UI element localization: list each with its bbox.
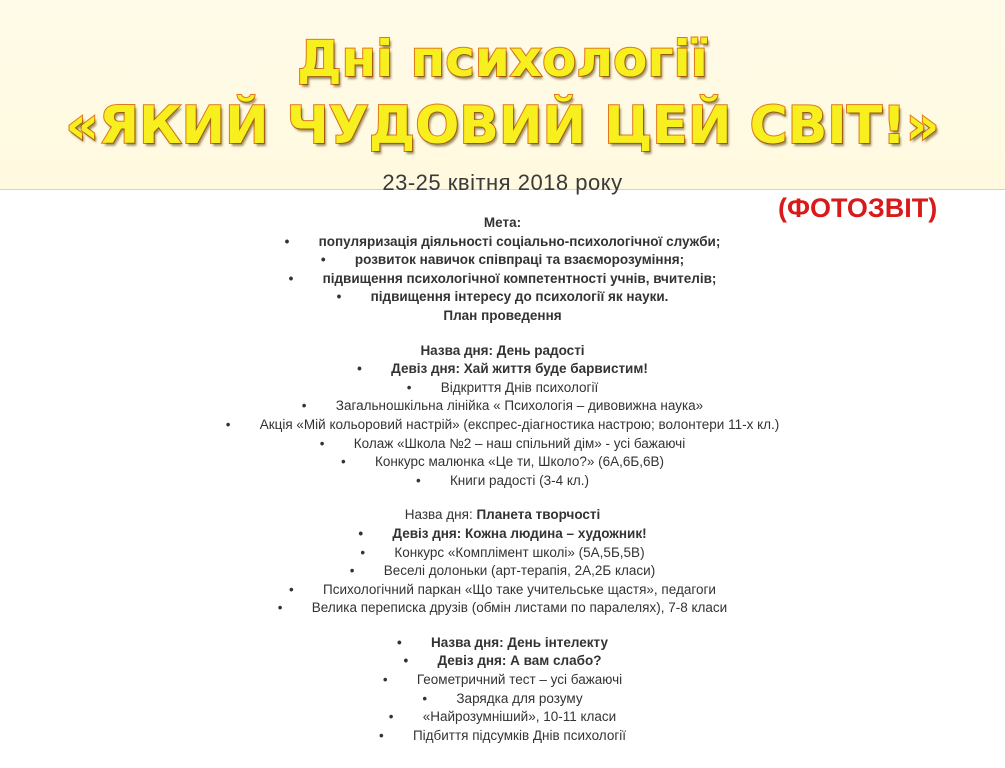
- day3-name: Назва дня: День інтелекту: [431, 634, 608, 650]
- day3-motto: Девіз дня: А вам слабо?: [437, 653, 602, 669]
- bullet-icon: •: [382, 672, 388, 688]
- bullet-icon: •: [301, 398, 307, 414]
- bullet-icon: •: [288, 270, 294, 286]
- bullet-icon: •: [289, 581, 294, 597]
- day3-item: Підбиття підсумків Днів психології: [412, 727, 627, 743]
- day1-item: Колаж «Школа №2 – наш спільний дім» - усі бажаючі: [353, 435, 686, 451]
- day2-name: [0, 506, 1005, 525]
- spacer: [0, 326, 1005, 342]
- list-item: [0, 525, 1005, 544]
- bullet-icon: •: [378, 727, 384, 743]
- day1-item: Конкурс малюнка «Це ти, Школо?» (6А,6Б,6В): [374, 454, 664, 470]
- bullet-icon: •: [277, 600, 283, 616]
- list-item: [0, 270, 1005, 289]
- bullet-icon: •: [388, 709, 394, 725]
- list-item: [0, 453, 1005, 472]
- day1-item: Загальношкільна лінійка « Психологія – дивовижна наука»: [335, 398, 704, 414]
- goal-item: розвиток навичок співпраці та взаєморозуміння;: [354, 252, 685, 268]
- list-item: [0, 472, 1005, 491]
- bullet-icon: •: [225, 416, 231, 432]
- document-body: [0, 214, 1005, 745]
- bullet-icon: •: [403, 653, 409, 669]
- event-dates: 23-25 квітня 2018 року: [382, 170, 623, 195]
- day2-name-prefix: Назва дня:: [404, 507, 477, 523]
- list-item: [0, 288, 1005, 307]
- list-item: [0, 435, 1005, 454]
- goal-item: підвищення психологічної компетентності учнів, вчителів;: [322, 270, 717, 286]
- day1-item: Акція «Мій кольоровий настрій» (експрес-діагностика настрою; волонтери 11-х кл.): [259, 416, 780, 432]
- bullet-icon: •: [360, 544, 366, 560]
- day2-item: Велика переписка друзів (обмін листами по паралелях), 7-8 класи: [311, 600, 728, 616]
- list-item: [0, 251, 1005, 270]
- bullet-icon: •: [320, 252, 326, 268]
- list-item: [0, 690, 1005, 709]
- bullet-icon: •: [422, 690, 428, 706]
- day2-motto: Девіз дня: Кожна людина – художник!: [392, 525, 647, 541]
- list-item: [0, 416, 1005, 435]
- day3-item: «Найрозумніший», 10-11 класи: [422, 709, 617, 725]
- page-subtitle: «ЯКИЙ ЧУДОВИЙ ЦЕЙ СВІТ!»: [65, 96, 940, 156]
- goal-heading: Мета:: [483, 215, 522, 230]
- header-band: [0, 0, 1005, 190]
- plan-heading: План проведення: [443, 307, 562, 323]
- bullet-icon: •: [319, 435, 325, 451]
- day2-item: Веселі долоньки (арт-терапія, 2А,2Б класи): [383, 563, 656, 579]
- page-title: Дні психології: [297, 30, 708, 88]
- day1-item: Відкриття Днів психології: [440, 379, 599, 395]
- day3-item: Геометричний тест – усі бажаючі: [416, 672, 623, 688]
- list-item: [0, 360, 1005, 379]
- goal-item: підвищення інтересу до психології як науки.: [370, 289, 669, 305]
- bullet-icon: •: [358, 525, 364, 541]
- spacer: [0, 490, 1005, 506]
- day2-name-value: Планета творчості: [476, 507, 601, 523]
- list-item: [0, 652, 1005, 671]
- list-item: [0, 708, 1005, 727]
- bullet-icon: •: [349, 563, 355, 579]
- list-item: [0, 397, 1005, 416]
- spacer: [0, 618, 1005, 634]
- day2-item: Психологічний паркан «Що таке учительське щастя», педагоги: [323, 581, 716, 597]
- list-item: [0, 562, 1005, 581]
- bullet-icon: •: [340, 454, 346, 470]
- day2-item: Конкурс «Комплімент школі» (5А,5Б,5В): [394, 544, 645, 560]
- bullet-icon: •: [406, 379, 412, 395]
- list-item: [0, 544, 1005, 563]
- list-item: [0, 671, 1005, 690]
- bullet-icon: •: [415, 472, 421, 488]
- bullet-icon: •: [336, 289, 342, 305]
- list-item: [0, 634, 1005, 653]
- goal-item: популяризація діяльності соціально-психологічної служби;: [318, 233, 721, 249]
- day3-item: Зарядка для розуму: [456, 690, 583, 706]
- day1-motto: Девіз дня: Хай життя буде барвистим!: [391, 361, 648, 377]
- bullet-icon: •: [397, 634, 402, 650]
- bullet-icon: •: [357, 361, 362, 377]
- bullet-icon: •: [284, 233, 290, 249]
- list-item: [0, 581, 1005, 600]
- list-item: [0, 599, 1005, 618]
- list-item: [0, 379, 1005, 398]
- list-item: [0, 727, 1005, 746]
- list-item: [0, 233, 1005, 252]
- day1-name: Назва дня: День радості: [420, 342, 585, 358]
- day1-item: Книги радості (3-4 кл.): [449, 472, 590, 488]
- report-label: (ФОТОЗВІТ): [778, 193, 938, 223]
